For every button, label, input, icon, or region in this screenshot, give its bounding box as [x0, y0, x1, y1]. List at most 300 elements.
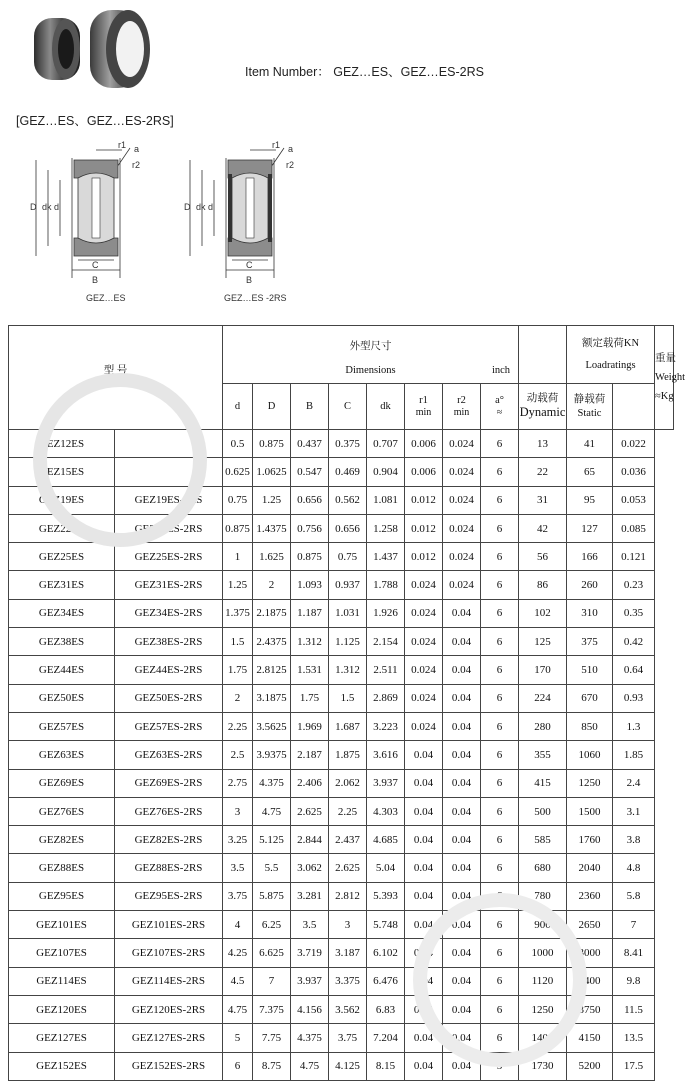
cell-dyn: 415 [519, 769, 567, 797]
cell-C: 3.375 [329, 967, 367, 995]
col-alpha [481, 384, 519, 430]
cell-w: 5.8 [613, 882, 655, 910]
cell-D: 4.75 [253, 797, 291, 825]
col-static-en: Static [577, 407, 602, 419]
cell-dyn: 22 [519, 458, 567, 486]
cell-C: 2.25 [329, 797, 367, 825]
cell-model-es: GEZ82ES [9, 826, 115, 854]
cell-dyn: 102 [519, 599, 567, 627]
cell-B: 3.937 [291, 967, 329, 995]
cell-dk: 1.081 [367, 486, 405, 514]
cell-C: 3.562 [329, 995, 367, 1023]
cell-stat: 41 [567, 430, 613, 458]
item-number [245, 62, 484, 80]
cell-r1: 0.04 [405, 1024, 443, 1052]
cell-model-2rs: GEZ107ES-2RS [115, 939, 223, 967]
cell-w: 0.053 [613, 486, 655, 514]
cell-r2: 0.024 [443, 430, 481, 458]
table-row [9, 712, 674, 740]
cell-d: 0.875 [223, 514, 253, 542]
cell-r2: 0.04 [443, 712, 481, 740]
cell-C: 0.375 [329, 430, 367, 458]
table-row [9, 995, 674, 1023]
cell-C: 0.75 [329, 543, 367, 571]
header-weight-unit: ≈Kg [655, 391, 674, 403]
col-alpha-label: a° [495, 394, 504, 406]
col-r2-label: r2 [457, 394, 466, 406]
cell-r2: 0.04 [443, 995, 481, 1023]
cell-B: 2.187 [291, 741, 329, 769]
table-row [9, 430, 674, 458]
cell-w: 1.3 [613, 712, 655, 740]
cell-D: 5.125 [253, 826, 291, 854]
header-dims-unit: inch [491, 364, 511, 376]
cell-C: 0.562 [329, 486, 367, 514]
cell-r1: 0.024 [405, 712, 443, 740]
header-weight-en: Weight [655, 371, 685, 383]
series-label: [GEZ…ES、GEZ…ES-2RS] [16, 114, 174, 128]
cell-w: 3.1 [613, 797, 655, 825]
cell-model-es: GEZ31ES [9, 571, 115, 599]
cell-D: 2 [253, 571, 291, 599]
cell-r2: 0.04 [443, 628, 481, 656]
cell-model-es: GEZ120ES [9, 995, 115, 1023]
cell-model-es: GEZ88ES [9, 854, 115, 882]
cell-r2: 0.04 [443, 1024, 481, 1052]
col-dynamic-cn: 动载荷 [526, 393, 559, 405]
cell-r2: 0.04 [443, 741, 481, 769]
cell-model-2rs: GEZ76ES-2RS [115, 797, 223, 825]
cell-d: 3.75 [223, 882, 253, 910]
cell-dk: 5.04 [367, 854, 405, 882]
table-row [9, 911, 674, 939]
cell-B: 3.719 [291, 939, 329, 967]
cell-C: 1.031 [329, 599, 367, 627]
cell-w: 0.64 [613, 656, 655, 684]
bearing-photo [30, 6, 160, 92]
drawing-gez-es [22, 138, 152, 308]
label-r2: r2 [132, 160, 141, 170]
cell-C: 0.937 [329, 571, 367, 599]
header-load [567, 326, 655, 384]
table-row [9, 571, 674, 599]
table-row [9, 741, 674, 769]
cell-dk: 4.303 [367, 797, 405, 825]
cell-r1: 0.012 [405, 486, 443, 514]
cell-dk: 3.616 [367, 741, 405, 769]
cell-stat: 375 [567, 628, 613, 656]
cell-dyn: 13 [519, 430, 567, 458]
cell-d: 6 [223, 1052, 253, 1080]
cell-r1: 0.04 [405, 1052, 443, 1080]
cell-r2: 0.04 [443, 1052, 481, 1080]
cell-stat: 2650 [567, 911, 613, 939]
cell-r2: 0.024 [443, 514, 481, 542]
cell-model-es: GEZ101ES [9, 911, 115, 939]
cell-stat: 127 [567, 514, 613, 542]
header-load-cn: 额定载荷KN [581, 338, 640, 350]
cell-model-2rs: GEZ88ES-2RS [115, 854, 223, 882]
cell-dk: 6.83 [367, 995, 405, 1023]
cell-B: 3.281 [291, 882, 329, 910]
cell-model-es: GEZ107ES [9, 939, 115, 967]
header-weight [655, 326, 685, 430]
cell-C: 0.656 [329, 514, 367, 542]
cell-B: 0.756 [291, 514, 329, 542]
cell-stat: 3400 [567, 967, 613, 995]
cell-dyn: 125 [519, 628, 567, 656]
cell-D: 1.25 [253, 486, 291, 514]
cell-d: 4.25 [223, 939, 253, 967]
cell-dk: 1.788 [367, 571, 405, 599]
cell-B: 1.187 [291, 599, 329, 627]
col-r1 [405, 384, 443, 430]
cell-r1: 0.024 [405, 684, 443, 712]
table-row [9, 599, 674, 627]
cell-model-es: GEZ34ES [9, 599, 115, 627]
cell-model-2rs: GEZ31ES-2RS [115, 571, 223, 599]
cell-dyn: 1400 [519, 1024, 567, 1052]
cell-r1: 0.04 [405, 826, 443, 854]
cell-dk: 3.937 [367, 769, 405, 797]
label-D: D [30, 202, 37, 212]
label-dk: dk [196, 202, 206, 212]
cell-r2: 0.04 [443, 854, 481, 882]
cell-B: 1.531 [291, 656, 329, 684]
cell-a: 5 [481, 1052, 519, 1080]
cell-a: 6 [481, 1024, 519, 1052]
cell-model-es: GEZ95ES [9, 882, 115, 910]
label-a: a [134, 144, 140, 154]
cell-stat: 260 [567, 571, 613, 599]
cell-a: 6 [481, 741, 519, 769]
cell-model-es: GEZ15ES [9, 458, 115, 486]
cell-a: 6 [481, 486, 519, 514]
cell-model-2rs: GEZ114ES-2RS [115, 967, 223, 995]
cell-stat: 65 [567, 458, 613, 486]
cell-r2: 0.04 [443, 599, 481, 627]
cell-r2: 0.04 [443, 939, 481, 967]
cell-model-2rs [115, 430, 223, 458]
cell-C: 1.687 [329, 712, 367, 740]
cell-dyn: 56 [519, 543, 567, 571]
cell-dk: 0.707 [367, 430, 405, 458]
cell-w: 11.5 [613, 995, 655, 1023]
cell-D: 7.75 [253, 1024, 291, 1052]
cell-a: 6 [481, 656, 519, 684]
cell-B: 2.406 [291, 769, 329, 797]
label-r2: r2 [286, 160, 295, 170]
cell-dyn: 86 [519, 571, 567, 599]
cell-r2: 0.04 [443, 911, 481, 939]
cell-d: 4.5 [223, 967, 253, 995]
cell-w: 1.85 [613, 741, 655, 769]
cell-B: 4.156 [291, 995, 329, 1023]
cell-d: 0.625 [223, 458, 253, 486]
cell-a: 6 [481, 854, 519, 882]
cell-model-es: GEZ38ES [9, 628, 115, 656]
cell-r1: 0.04 [405, 995, 443, 1023]
cell-C: 1.312 [329, 656, 367, 684]
cell-dk: 5.393 [367, 882, 405, 910]
cell-model-es: GEZ63ES [9, 741, 115, 769]
cell-w: 2.4 [613, 769, 655, 797]
cell-stat: 5200 [567, 1052, 613, 1080]
cell-D: 1.0625 [253, 458, 291, 486]
cell-dk: 0.904 [367, 458, 405, 486]
cell-B: 0.875 [291, 543, 329, 571]
cell-r1: 0.012 [405, 514, 443, 542]
cell-a: 6 [481, 684, 519, 712]
cell-dk: 4.685 [367, 826, 405, 854]
cell-d: 3.5 [223, 854, 253, 882]
cell-r2: 0.024 [443, 458, 481, 486]
cell-r1: 0.04 [405, 854, 443, 882]
cell-dk: 6.476 [367, 967, 405, 995]
cell-D: 3.9375 [253, 741, 291, 769]
cell-D: 2.1875 [253, 599, 291, 627]
cell-B: 3.062 [291, 854, 329, 882]
cell-r1: 0.04 [405, 769, 443, 797]
cell-D: 5.5 [253, 854, 291, 882]
cell-model-2rs: GEZ63ES-2RS [115, 741, 223, 769]
cell-r1: 0.04 [405, 797, 443, 825]
cell-dk: 6.102 [367, 939, 405, 967]
col-r2-sub: min [453, 406, 470, 418]
cell-B: 0.547 [291, 458, 329, 486]
spec-table [8, 325, 685, 1081]
cell-w: 17.5 [613, 1052, 655, 1080]
cell-model-2rs: GEZ34ES-2RS [115, 599, 223, 627]
cell-stat: 310 [567, 599, 613, 627]
cell-a: 6 [481, 543, 519, 571]
cell-model-2rs: GEZ50ES-2RS [115, 684, 223, 712]
cell-C: 1.875 [329, 741, 367, 769]
cell-d: 0.5 [223, 430, 253, 458]
cell-stat: 2360 [567, 882, 613, 910]
label-r1: r1 [272, 140, 281, 150]
col-B: B [291, 384, 329, 430]
col-dk: dk [367, 384, 405, 430]
cell-stat: 95 [567, 486, 613, 514]
cell-model-2rs [115, 458, 223, 486]
cell-stat: 670 [567, 684, 613, 712]
col-dynamic [519, 384, 567, 430]
cell-a: 6 [481, 712, 519, 740]
drawing-caption: GEZ…ES [86, 293, 126, 303]
cell-stat: 1760 [567, 826, 613, 854]
table-row [9, 882, 674, 910]
cell-dyn: 1120 [519, 967, 567, 995]
cell-r2: 0.04 [443, 826, 481, 854]
cell-r1: 0.006 [405, 458, 443, 486]
cell-model-es: GEZ44ES [9, 656, 115, 684]
cell-C: 1.125 [329, 628, 367, 656]
cell-D: 6.25 [253, 911, 291, 939]
cell-model-es: GEZ69ES [9, 769, 115, 797]
cell-r2: 0.04 [443, 656, 481, 684]
cell-dyn: 900 [519, 911, 567, 939]
cell-a: 6 [481, 967, 519, 995]
cell-r2: 0.04 [443, 769, 481, 797]
cell-w: 0.93 [613, 684, 655, 712]
header-model-en: Number [98, 378, 133, 390]
cell-model-es: GEZ57ES [9, 712, 115, 740]
cell-d: 1.5 [223, 628, 253, 656]
cell-model-2rs: GEZ95ES-2RS [115, 882, 223, 910]
drawing-gez-es-2rs [176, 138, 306, 308]
cell-model-2rs: GEZ82ES-2RS [115, 826, 223, 854]
cell-w: 0.35 [613, 599, 655, 627]
cell-r1: 0.024 [405, 656, 443, 684]
cell-stat: 166 [567, 543, 613, 571]
cell-dk: 7.204 [367, 1024, 405, 1052]
cell-stat: 3000 [567, 939, 613, 967]
label-r1: r1 [118, 140, 127, 150]
cell-r1: 0.04 [405, 741, 443, 769]
cell-a: 6 [481, 571, 519, 599]
cell-D: 1.625 [253, 543, 291, 571]
cell-d: 0.75 [223, 486, 253, 514]
table-row [9, 514, 674, 542]
cell-w: 0.23 [613, 571, 655, 599]
col-D: D [253, 384, 291, 430]
label-C: C [246, 260, 253, 270]
cell-dyn: 224 [519, 684, 567, 712]
cell-model-2rs: GEZ69ES-2RS [115, 769, 223, 797]
cell-C: 3.75 [329, 1024, 367, 1052]
col-C: C [329, 384, 367, 430]
cell-model-2rs: GEZ19ES-2RS [115, 486, 223, 514]
table-row [9, 967, 674, 995]
cell-r2: 0.024 [443, 486, 481, 514]
cell-w: 4.8 [613, 854, 655, 882]
cell-r1: 0.04 [405, 967, 443, 995]
cell-dyn: 585 [519, 826, 567, 854]
table-body [9, 430, 674, 1081]
table-row [9, 797, 674, 825]
header-load-en: Loadratings [585, 359, 636, 371]
cell-B: 2.625 [291, 797, 329, 825]
cell-dyn: 42 [519, 514, 567, 542]
cell-dyn: 780 [519, 882, 567, 910]
cell-D: 3.5625 [253, 712, 291, 740]
cell-r2: 0.04 [443, 882, 481, 910]
cell-C: 2.625 [329, 854, 367, 882]
cell-B: 3.5 [291, 911, 329, 939]
large-bearing [90, 10, 150, 88]
header-weight-cn: 重量 [655, 352, 677, 364]
cell-model-2rs: GEZ44ES-2RS [115, 656, 223, 684]
cell-stat: 3750 [567, 995, 613, 1023]
small-bearing [34, 18, 80, 80]
table-header [9, 326, 685, 430]
header-model [9, 326, 223, 430]
cell-model-2rs: GEZ127ES-2RS [115, 1024, 223, 1052]
cell-model-es: GEZ152ES [9, 1052, 115, 1080]
cell-w: 0.036 [613, 458, 655, 486]
cell-D: 4.375 [253, 769, 291, 797]
cell-B: 0.656 [291, 486, 329, 514]
cell-r2: 0.04 [443, 684, 481, 712]
cell-model-es: GEZ76ES [9, 797, 115, 825]
cell-a: 6 [481, 911, 519, 939]
cell-stat: 1500 [567, 797, 613, 825]
cell-model-2rs: GEZ25ES-2RS [115, 543, 223, 571]
cell-r1: 0.024 [405, 599, 443, 627]
cell-C: 3 [329, 911, 367, 939]
label-B: B [92, 275, 99, 285]
cell-D: 5.875 [253, 882, 291, 910]
cell-dk: 2.869 [367, 684, 405, 712]
cell-model-es: GEZ19ES [9, 486, 115, 514]
table-row [9, 939, 674, 967]
cell-w: 3.8 [613, 826, 655, 854]
cell-D: 1.4375 [253, 514, 291, 542]
cell-model-es: GEZ127ES [9, 1024, 115, 1052]
label-D: D [184, 202, 191, 212]
cell-a: 6 [481, 797, 519, 825]
cell-dyn: 170 [519, 656, 567, 684]
cell-w: 9.8 [613, 967, 655, 995]
cell-dyn: 31 [519, 486, 567, 514]
cell-a: 6 [481, 995, 519, 1023]
cell-D: 2.4375 [253, 628, 291, 656]
cell-d: 1.375 [223, 599, 253, 627]
cell-dk: 2.511 [367, 656, 405, 684]
cell-r2: 0.04 [443, 797, 481, 825]
header-dims-en: Dimensions [345, 365, 396, 376]
cell-a: 6 [481, 826, 519, 854]
cell-model-es: GEZ12ES [9, 430, 115, 458]
cell-B: 1.969 [291, 712, 329, 740]
cell-a: 6 [481, 458, 519, 486]
cell-d: 3 [223, 797, 253, 825]
cell-D: 7 [253, 967, 291, 995]
cell-r1: 0.04 [405, 882, 443, 910]
table-row [9, 543, 674, 571]
cell-d: 1.25 [223, 571, 253, 599]
cell-B: 2.844 [291, 826, 329, 854]
cell-B: 1.75 [291, 684, 329, 712]
item-number-label: Item Number： [245, 65, 330, 79]
label-a: a [288, 144, 294, 154]
cell-r2: 0.024 [443, 571, 481, 599]
cell-stat: 4150 [567, 1024, 613, 1052]
col-static-cn: 静载荷 [573, 394, 606, 406]
cell-dk: 2.154 [367, 628, 405, 656]
cell-a: 6 [481, 882, 519, 910]
cell-dk: 5.748 [367, 911, 405, 939]
label-B: B [246, 275, 253, 285]
cell-dyn: 500 [519, 797, 567, 825]
cell-w: 0.085 [613, 514, 655, 542]
cell-dyn: 355 [519, 741, 567, 769]
label-d: d [208, 202, 214, 212]
cell-d: 2.5 [223, 741, 253, 769]
cell-model-2rs: GEZ152ES-2RS [115, 1052, 223, 1080]
table-row [9, 769, 674, 797]
cell-r1: 0.024 [405, 571, 443, 599]
col-r1-label: r1 [419, 394, 428, 406]
cell-dk: 3.223 [367, 712, 405, 740]
cell-model-es: GEZ114ES [9, 967, 115, 995]
col-dynamic-en: Dynamic [519, 405, 566, 420]
cell-d: 2.25 [223, 712, 253, 740]
col-r2 [443, 384, 481, 430]
header-dimensions [223, 326, 519, 384]
cell-r2: 0.024 [443, 543, 481, 571]
